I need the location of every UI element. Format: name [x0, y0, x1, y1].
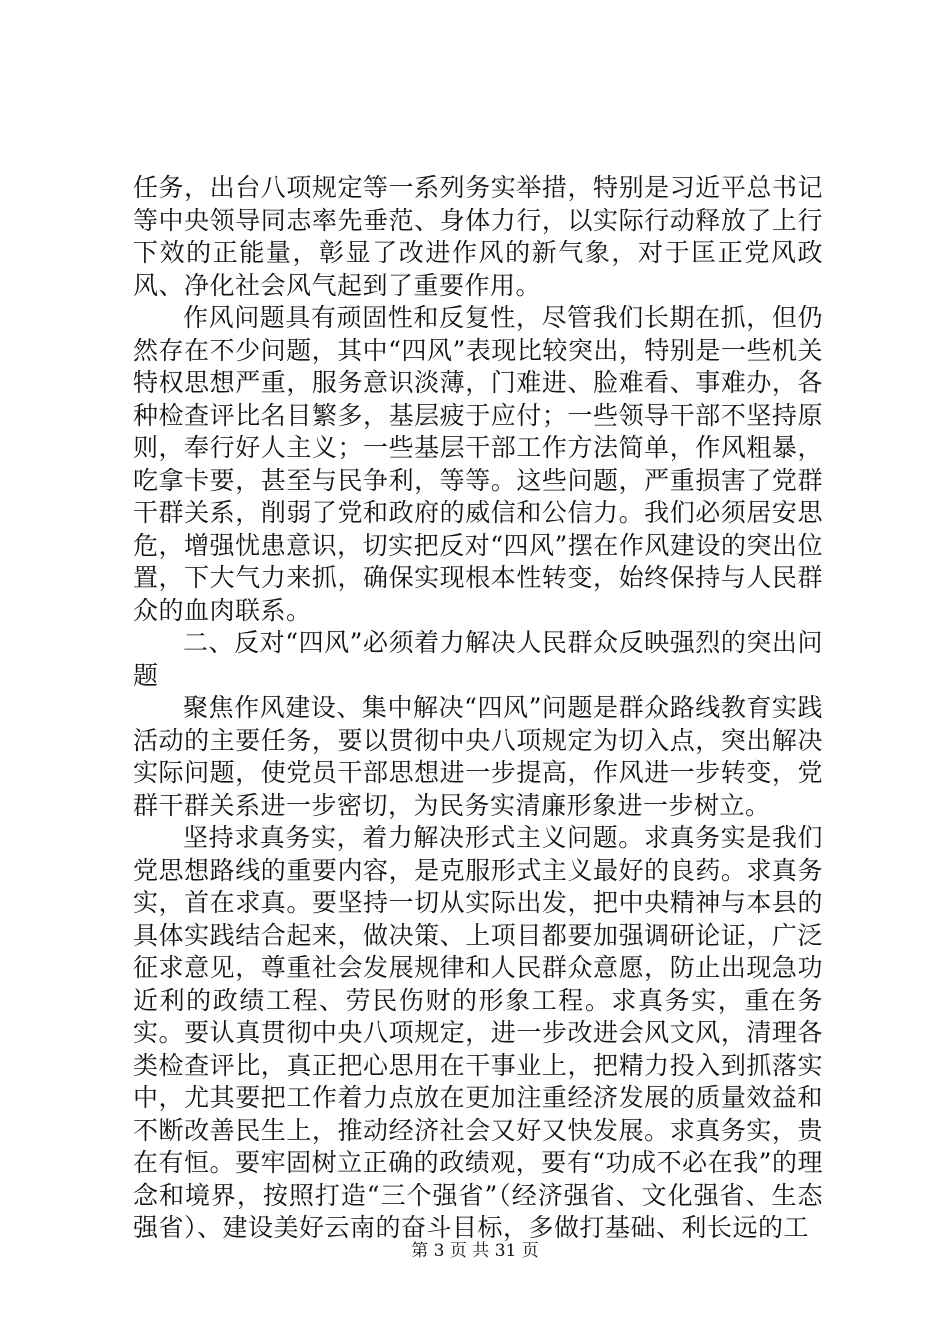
page-number-footer: 第 3 页 共 31 页 [411, 1241, 539, 1261]
paragraph-seek-truth: 坚持求真务实，着力解决形式主义问题。求真务实是我们党思想路线的重要内容，是克服形式主义最好的良药。求真务实，首在求真。要坚持一切从实际出发，把中央精神与本县的具体实践结合起来，做决策、上项目都要加强调研论证，广泛征求意见，尊重社会发展规律和人民群众意愿，防止出现急功近利的政绩工程、劳民伤财的形象工程。求真务实，重在务实。要认真贯彻中央八项规定，进一步改进会风文风，清理各类检查评比，真正把心思用在干事业上，把精力投入到抓落实中，尤其要把工作着力点放在更加注重经济发展的质量效益和不断改善民生上，推动经济社会又好又快发展。求真务实，贵在有恒。要牢固树立正确的政绩观，要有“功成不必在我”的理念和境界，按照打造“三个强省”（经济强省、文化强省、生态强省）、建设美好云南的奋斗目标，多做打基础、利长远的工 [133, 823, 823, 1242]
paragraph-four-winds-problems: 作风问题具有顽固性和反复性，尽管我们长期在抓，但仍然存在不少问题，其中“四风”表现比较突出，特别是一些机关特权思想严重，服务意识淡薄，门难进、脸难看、事难办，各种检查评比名目繁多，基层疲于应付；一些领导干部不坚持原则，奉行好人主义；一些基层干部工作方法简单，作风粗暴，吃拿卡要，甚至与民争利，等等。这些问题，严重损害了党群干群关系，削弱了党和政府的威信和公信力。我们必须居安思危，增强忧患意识，切实把反对“四风”摆在作风建设的突出位置，下大气力来抓，确保实现根本性转变，始终保持与人民群众的血肉联系。 [133, 303, 823, 625]
document-body [133, 172, 823, 1245]
section-heading-two: 二、反对“四风”必须着力解决人民群众反映强烈的突出问题 [133, 628, 823, 690]
paragraph-continuation: 任务，出台八项规定等一系列务实举措，特别是习近平总书记等中央领导同志率先垂范、身体力行，以实际行动释放了上行下效的正能量，彰显了改进作风的新气象，对于匡正党风政风、净化社会风气起到了重要作用。 [133, 173, 823, 300]
paragraph-focus-style: 聚焦作风建设、集中解决“四风”问题是群众路线教育实践活动的主要任务，要以贯彻中央八项规定为切入点，突出解决实际问题，使党员干部思想进一步提高，作风进一步转变，党群干群关系进一步密切，为民务实清廉形象进一步树立。 [133, 693, 823, 820]
